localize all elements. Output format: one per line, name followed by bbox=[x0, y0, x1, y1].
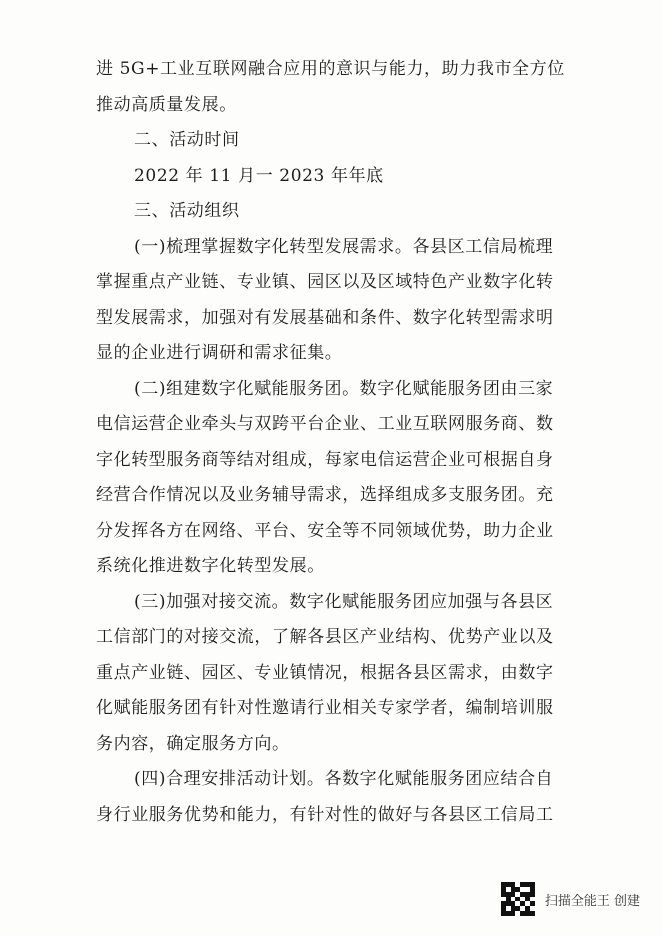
text-line: (四)合理安排活动计划。各数字化赋能服务团应结合自 bbox=[134, 769, 554, 789]
text-line: 显的企业进行调研和需求征集。 bbox=[96, 343, 343, 363]
document-body bbox=[96, 52, 576, 833]
text-line: 2022 年 11 月一 2023 年年底 bbox=[134, 165, 384, 186]
text-line: 推动高质量发展。 bbox=[96, 94, 237, 115]
section-heading-organization: 三、活动组织 bbox=[134, 201, 240, 221]
text-line: (二)组建数字化赋能服务团。数字化赋能服务团由三家 bbox=[134, 378, 554, 399]
text-line: 经营合作情况以及业务辅导需求，选择组成多支服务团。充 bbox=[96, 485, 554, 505]
section-heading-time: 二、活动时间 bbox=[134, 130, 240, 150]
text-line: 系统化推进数字化转型发展。 bbox=[96, 556, 325, 576]
text-line: 身行业服务优势和能力，有针对性的做好与各县区工信局工 bbox=[96, 804, 554, 825]
text-line: 电信运营企业牵头与双跨平台企业、工业互联网服务商、数 bbox=[96, 414, 554, 434]
text-line: 重点产业链、园区、专业镇情况，根据各县区需求，由数字 bbox=[96, 662, 554, 683]
watermark-text: 扫描全能王 创建 bbox=[544, 893, 640, 909]
qr-code-icon bbox=[501, 882, 535, 916]
text-line: 字化转型服务商等结对组成，每家电信运营企业可根据自身 bbox=[96, 449, 554, 470]
text-line: 分发挥各方在网络、平台、安全等不同领域优势，助力企业 bbox=[96, 520, 554, 541]
text-line: (一)梳理掌握数字化转型发展需求。各县区工信局梳理 bbox=[134, 236, 554, 257]
text-line: 型发展需求，加强对有发展基础和条件、数字化转型需求明 bbox=[96, 307, 554, 328]
text-line: 务内容，确定服务方向。 bbox=[96, 733, 290, 754]
text-line: 工信部门的对接交流，了解各县区产业结构、优势产业以及 bbox=[96, 627, 554, 647]
text-line: (三)加强对接交流。数字化赋能服务团应加强与各县区 bbox=[134, 591, 554, 612]
text-line: 化赋能服务团有针对性邀请行业相关专家学者，编制培训服 bbox=[96, 698, 554, 718]
scanner-watermark bbox=[501, 882, 640, 916]
text-line: 进 5G+工业互联网融合应用的意识与能力，助力我市全方位 bbox=[96, 59, 565, 79]
text-line: 掌握重点产业链、专业镇、园区以及区域特色产业数字化转 bbox=[96, 272, 554, 292]
